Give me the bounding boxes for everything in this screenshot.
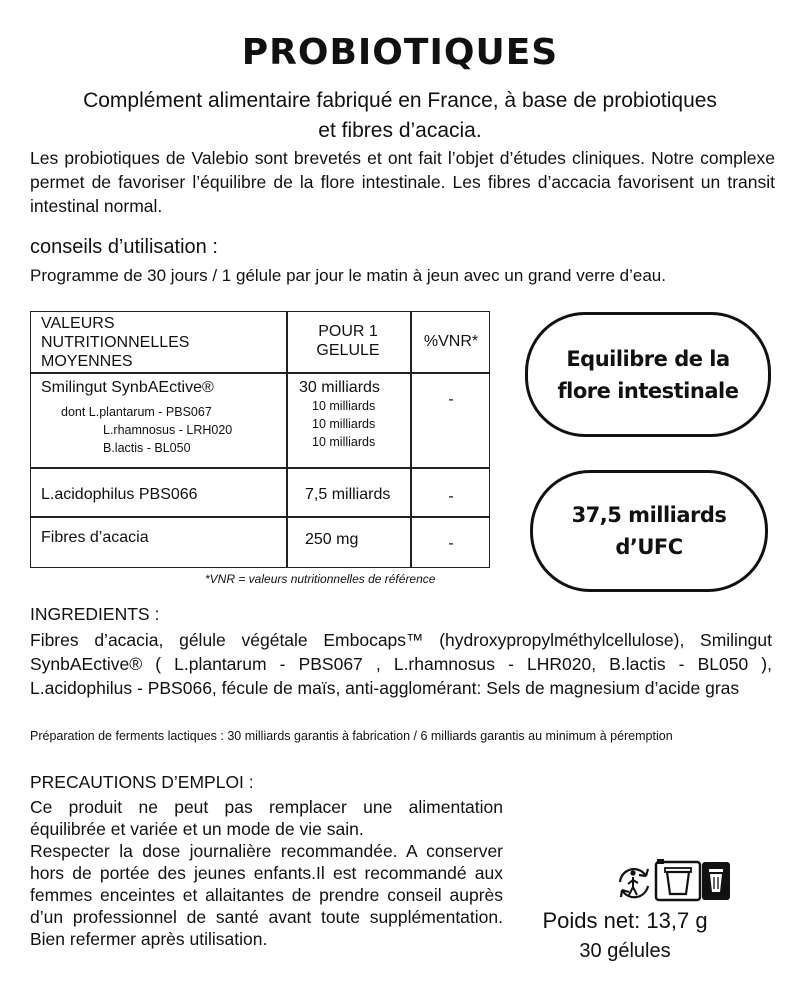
table-divider: [31, 467, 489, 469]
table-row-amount: 250 mg: [305, 531, 359, 548]
table-subitem-amount: 10 milliards: [312, 417, 376, 431]
subtitle-line-2: et fibres d’acacia.: [318, 119, 482, 142]
table-header-values: VALEURS NUTRITIONNELLES MOYENNES: [41, 315, 190, 370]
triman-icon: [620, 869, 648, 897]
precautions-text: [30, 796, 503, 950]
preparation-note: Préparation de ferments lactiques : 30 milliards garantis à fabrication / 6 milliards garantis au minimum à péremption: [30, 729, 673, 743]
precautions-heading: PRECAUTIONS D’EMPLOI :: [30, 772, 254, 792]
badge-ufc-count: 37,5 milliards d’UFC: [530, 470, 768, 592]
table-row-amount: 30 milliards: [299, 379, 380, 396]
product-title: PROBIOTIQUES: [241, 32, 559, 73]
ingredients-heading: INGREDIENTS :: [30, 604, 160, 624]
table-subitem-name: L.rhamnosus - LRH020: [103, 423, 233, 437]
badge-flora-balance: Equilibre de la flore intestinale: [525, 312, 771, 437]
recycling-icons: [614, 856, 734, 902]
table-subitem-amount: 10 milliards: [312, 399, 376, 413]
table-row-name: Fibres d’acacia: [41, 529, 149, 546]
table-divider: [31, 372, 489, 374]
precautions-paragraph: Respecter la dose journalière recommandée. A conserver hors de portée des jeunes enfants.Il est recommandé aux femmes enceintes et allaitantes de prendre conseil auprès d’un professionnel de santé avant toute supplémentation. Bien refermer après utilisation.: [30, 841, 503, 949]
table-divider: [31, 516, 489, 518]
table-row-vnr: -: [448, 391, 454, 408]
table-subitem-name: dont L.plantarum - PBS067: [61, 405, 212, 419]
pot-icon: [656, 859, 700, 900]
ingredients-text: Fibres d’acacia, gélule végétale Embocaps™ (hydroxypropylméthylcellulose), Smilingut SynbAEctive® ( L.plantarum - PBS067 , L.rhamnosus - LHR020, B.lactis - BL050 ), L.acidophilus - PBS066, fécule de maïs, anti-agglomérant: Sels de magnesium d’acide gras: [30, 630, 772, 698]
net-weight: Poids net: 13,7 g: [542, 908, 708, 933]
table-header-vnr: %VNR*: [423, 333, 479, 350]
vnr-footnote: *VNR = valeurs nutritionnelles de référence: [205, 572, 436, 586]
table-subitem-name: B.lactis - BL050: [103, 441, 191, 455]
product-description: [30, 146, 775, 218]
usage-text: Programme de 30 jours / 1 gélule par jour le matin à jeun avec un grand verre d’eau.: [30, 266, 666, 285]
table-row-name: Smilingut SynbAEctive®: [41, 379, 214, 396]
table-row-name: L.acidophilus PBS066: [41, 486, 198, 503]
capsule-count: 30 gélules: [579, 940, 671, 962]
table-header-per-capsule: POUR 1 GELULE: [316, 323, 380, 359]
table-row-amount: 7,5 milliards: [305, 486, 391, 503]
precautions-paragraph: Ce produit ne peut pas remplacer une alimentation équilibrée et variée et un mode de vie sain.: [30, 797, 503, 839]
nutrition-table: [30, 311, 490, 568]
subtitle-line-1: Complément alimentaire fabriqué en France, à base de probiotiques: [83, 89, 717, 112]
bin-icon: [702, 862, 730, 900]
table-subitem-amount: 10 milliards: [312, 435, 376, 449]
usage-heading: conseils d’utilisation :: [30, 236, 218, 258]
table-row-vnr: -: [448, 535, 454, 552]
description-paragraph: Les probiotiques de Valebio sont brevetés et ont fait l’objet d’études cliniques. Notre complexe permet de favoriser l’équilibre de la flore intestinale. Les fibres d’accacia favorisent un transit intestinal normal.: [30, 148, 775, 216]
table-row-vnr: -: [448, 488, 454, 505]
product-subtitle: [20, 86, 780, 146]
